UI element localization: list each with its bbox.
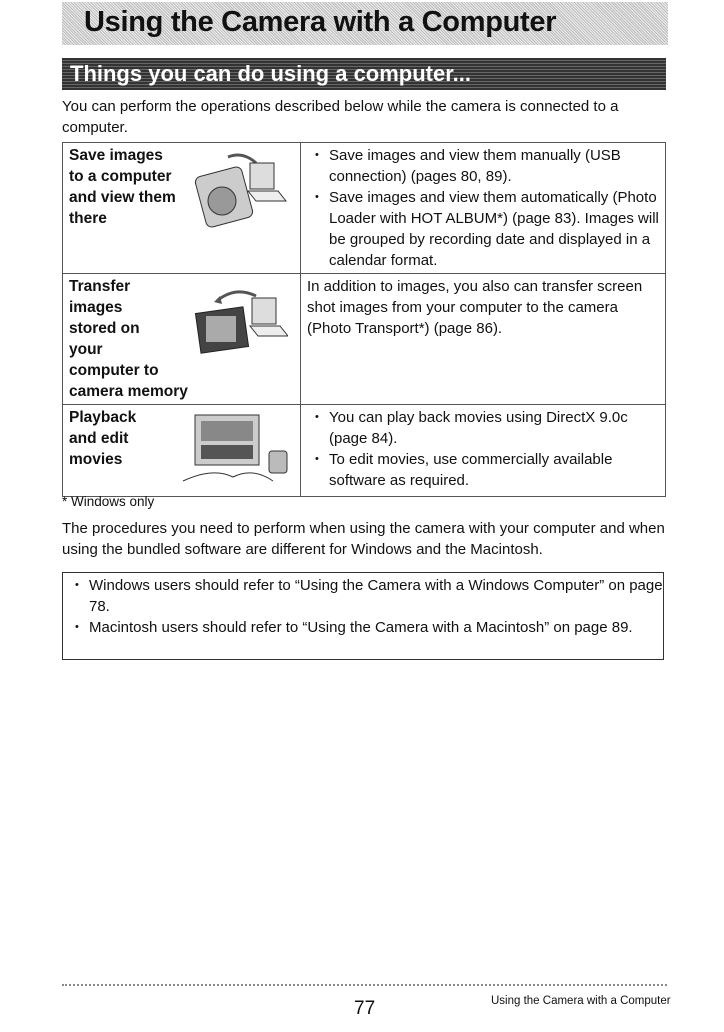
row-description: In addition to images, you also can transfer screen shot images from your computer to the camera (Photo Transport*) (page 86). [307, 278, 643, 337]
footer-divider [62, 984, 667, 986]
bullet-item: • Save images and view them manually (USB connection) (pages 80, 89). [329, 145, 659, 187]
footer-section-title: Using the Camera with a Computer [491, 995, 671, 1007]
section-heading-band [62, 58, 666, 90]
label-line: and edit [69, 430, 129, 447]
page-title: Using the Camera with a Computer [84, 6, 557, 38]
bullet-item: • You can play back movies using DirectX 9.0c (page 84). [329, 407, 659, 449]
label-line: your [69, 341, 103, 358]
row-label [69, 407, 189, 470]
label-line: Playback [69, 409, 137, 426]
table-row [63, 274, 666, 405]
page-title-band [62, 2, 668, 45]
row-label [69, 145, 189, 229]
movie-editing-illustration [173, 411, 293, 495]
reference-box [62, 572, 664, 660]
bullet-item: • Macintosh users should refer to “Using the Camera with a Macintosh” on page 89. [89, 617, 663, 638]
label-line: camera memory [69, 383, 188, 400]
label-line: to a computer [69, 168, 172, 185]
camera-to-laptop-illustration [188, 151, 288, 231]
label-line: Transfer [69, 278, 131, 295]
label-line: Save images [69, 147, 163, 164]
label-line: there [69, 210, 107, 227]
bullet-item: • Windows users should refer to “Using the Camera with a Windows Computer” on page 78. [89, 575, 663, 617]
table-row [63, 143, 666, 274]
label-line: computer to [69, 362, 159, 379]
footnote: * Windows only [62, 494, 155, 509]
laptop-to-camera-illustration [188, 284, 288, 359]
body-paragraph: The procedures you need to perform when using the camera with your computer and when using the bundled software are different for Windows and the Macintosh. [62, 520, 665, 558]
bullet-item: • Save images and view them automatically (Photo Loader with HOT ALBUM*) (page 83). Images will be grouped by recording date and displayed in a calendar format. [329, 187, 659, 271]
intro-text: You can perform the operations described below while the camera is connected to a computer. [62, 98, 619, 136]
label-line: movies [69, 451, 123, 468]
label-line: stored on [69, 320, 140, 337]
row-label [69, 276, 189, 402]
label-line: images [69, 299, 123, 316]
table-row [63, 405, 666, 497]
label-line: and view them [69, 189, 176, 206]
page-number: 77 [354, 998, 376, 1019]
features-table [62, 142, 666, 497]
bullet-item: • To edit movies, use commercially available software as required. [329, 449, 659, 491]
section-heading: Things you can do using a computer... [70, 61, 471, 86]
